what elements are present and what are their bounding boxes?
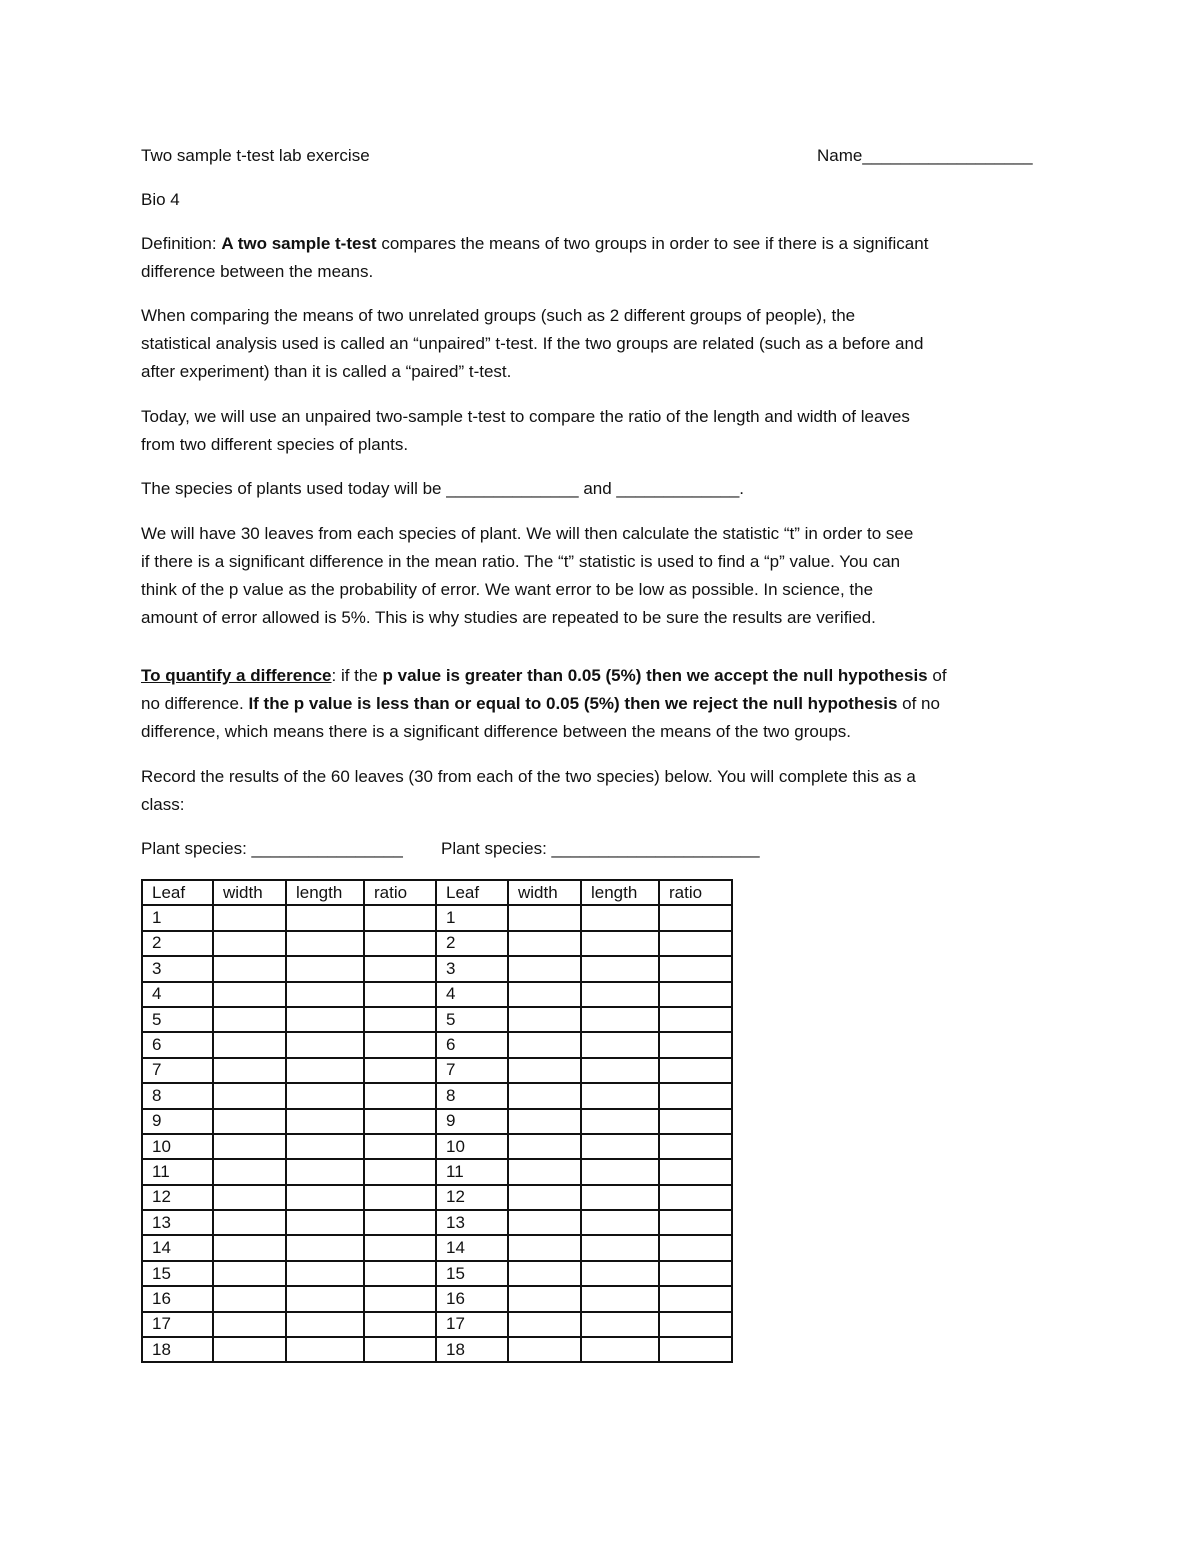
- quantify-text: of no: [897, 694, 940, 713]
- course-label: Bio 4: [141, 190, 180, 209]
- width-cell[interactable]: [508, 1083, 581, 1108]
- table-row: [142, 1032, 732, 1057]
- table-row: [142, 1083, 732, 1108]
- leaf-number-cell: 1: [142, 905, 213, 930]
- length-cell[interactable]: [581, 1109, 659, 1134]
- ratio-cell[interactable]: [364, 1058, 436, 1083]
- length-cell[interactable]: [286, 1159, 364, 1184]
- width-cell[interactable]: [213, 956, 286, 981]
- length-cell[interactable]: [286, 1185, 364, 1210]
- width-cell[interactable]: [508, 1185, 581, 1210]
- length-cell[interactable]: [581, 1337, 659, 1362]
- leaf-number-cell: 17: [436, 1312, 508, 1337]
- length-cell[interactable]: [286, 956, 364, 981]
- quantify-reject-rule: If the p value is less than or equal to 0.05 (5%) then we reject the null hypothesis: [248, 694, 898, 713]
- table-body: [142, 905, 732, 1362]
- leaf-number-cell: 9: [142, 1109, 213, 1134]
- column-header-width: width: [508, 880, 581, 905]
- quantify-text: difference, which means there is a significant difference between the means of the two groups.: [141, 722, 852, 741]
- leaf-data-table: [141, 879, 733, 1363]
- quantify-text: : if the: [331, 666, 383, 685]
- quantify-paragraph: [141, 662, 1056, 746]
- leaf-number-cell: 6: [436, 1032, 508, 1057]
- paragraph-line: Record the results of the 60 leaves (30 from each of the two species) below. You will complete this as a: [141, 767, 916, 786]
- quantify-heading: To quantify a difference: [141, 666, 332, 685]
- document-page: [141, 0, 1056, 1553]
- width-cell[interactable]: [508, 1032, 581, 1057]
- column-header-leaf: Leaf: [142, 880, 213, 905]
- width-cell[interactable]: [213, 1007, 286, 1032]
- table-row: [142, 1312, 732, 1337]
- plant-species-1-field: Plant species: ________________: [141, 839, 403, 858]
- leaf-number-cell: 5: [436, 1007, 508, 1032]
- length-cell[interactable]: [286, 1083, 364, 1108]
- ratio-cell[interactable]: [364, 1159, 436, 1184]
- leaf-number-cell: 12: [436, 1185, 508, 1210]
- paragraph-line: class:: [141, 795, 185, 814]
- ratio-cell[interactable]: [364, 1337, 436, 1362]
- width-cell[interactable]: [508, 1159, 581, 1184]
- width-cell[interactable]: [213, 1083, 286, 1108]
- ratio-cell[interactable]: [364, 1210, 436, 1235]
- ratio-cell[interactable]: [364, 1312, 436, 1337]
- definition-paragraph: [141, 230, 1056, 286]
- length-cell[interactable]: [286, 1286, 364, 1311]
- leaf-number-cell: 14: [436, 1235, 508, 1260]
- leaf-number-cell: 14: [142, 1235, 213, 1260]
- leaf-number-cell: 7: [142, 1058, 213, 1083]
- leaf-number-cell: 13: [436, 1210, 508, 1235]
- length-cell[interactable]: [581, 1261, 659, 1286]
- leaves-paragraph: [141, 520, 1056, 632]
- length-cell[interactable]: [581, 1159, 659, 1184]
- length-cell[interactable]: [581, 1185, 659, 1210]
- width-cell[interactable]: [508, 931, 581, 956]
- leaf-number-cell: 11: [142, 1159, 213, 1184]
- width-cell[interactable]: [213, 905, 286, 930]
- quantify-text: of: [927, 666, 947, 685]
- width-cell[interactable]: [213, 1134, 286, 1159]
- ratio-cell[interactable]: [659, 1286, 732, 1311]
- length-cell[interactable]: [581, 1210, 659, 1235]
- length-cell[interactable]: [581, 931, 659, 956]
- column-header-length: length: [581, 880, 659, 905]
- length-cell[interactable]: [286, 1134, 364, 1159]
- leaf-number-cell: 11: [436, 1159, 508, 1184]
- table-row: [142, 956, 732, 981]
- ratio-cell[interactable]: [659, 1083, 732, 1108]
- paragraph-line: after experiment) than it is called a “paired” t-test.: [141, 362, 512, 381]
- length-cell[interactable]: [581, 1134, 659, 1159]
- ratio-cell[interactable]: [659, 1109, 732, 1134]
- document-title: Two sample t-test lab exercise: [141, 146, 370, 165]
- leaf-number-cell: 15: [436, 1261, 508, 1286]
- ratio-cell[interactable]: [659, 1261, 732, 1286]
- paragraph-line: if there is a significant difference in the mean ratio. The “t” statistic is used to find a “p” value. You can: [141, 552, 901, 571]
- ratio-cell[interactable]: [659, 1134, 732, 1159]
- today-paragraph: [141, 403, 1056, 459]
- length-cell[interactable]: [286, 982, 364, 1007]
- paragraph-line: We will have 30 leaves from each species of plant. We will then calculate the statistic “t” in order to see: [141, 524, 914, 543]
- width-cell[interactable]: [213, 931, 286, 956]
- width-cell[interactable]: [213, 1210, 286, 1235]
- leaf-number-cell: 10: [436, 1134, 508, 1159]
- name-field: Name__________________: [817, 146, 1033, 165]
- definition-label: Definition:: [141, 234, 217, 253]
- paragraph-line: Today, we will use an unpaired two-sample t-test to compare the ratio of the length and width of leaves: [141, 407, 910, 426]
- width-cell[interactable]: [508, 982, 581, 1007]
- column-header-width: width: [213, 880, 286, 905]
- width-cell[interactable]: [508, 1337, 581, 1362]
- ratio-cell[interactable]: [659, 1058, 732, 1083]
- length-cell[interactable]: [286, 1312, 364, 1337]
- width-cell[interactable]: [508, 1235, 581, 1260]
- length-cell[interactable]: [286, 931, 364, 956]
- length-cell[interactable]: [581, 1312, 659, 1337]
- leaf-number-cell: 13: [142, 1210, 213, 1235]
- length-cell[interactable]: [286, 905, 364, 930]
- ratio-cell[interactable]: [659, 1235, 732, 1260]
- leaf-number-cell: 2: [436, 931, 508, 956]
- table-row: [142, 1337, 732, 1362]
- leaf-number-cell: 6: [142, 1032, 213, 1057]
- leaf-number-cell: 10: [142, 1134, 213, 1159]
- leaf-number-cell: 18: [142, 1337, 213, 1362]
- ratio-cell[interactable]: [364, 1007, 436, 1032]
- leaf-number-cell: 12: [142, 1185, 213, 1210]
- table-row: [142, 1007, 732, 1032]
- quantify-text: no difference.: [141, 694, 249, 713]
- leaf-number-cell: 15: [142, 1261, 213, 1286]
- unpaired-paragraph: [141, 302, 1056, 386]
- ratio-cell[interactable]: [364, 1286, 436, 1311]
- ratio-cell[interactable]: [364, 931, 436, 956]
- width-cell[interactable]: [508, 1134, 581, 1159]
- table-row: [142, 1109, 732, 1134]
- ratio-cell[interactable]: [364, 982, 436, 1007]
- paragraph-line: amount of error allowed is 5%. This is why studies are repeated to be sure the results are verified.: [141, 608, 876, 627]
- ratio-cell[interactable]: [364, 956, 436, 981]
- paragraph-line: When comparing the means of two unrelated groups (such as 2 different groups of people), the: [141, 306, 856, 325]
- record-paragraph: [141, 763, 1056, 819]
- ratio-cell[interactable]: [659, 1210, 732, 1235]
- width-cell[interactable]: [508, 1286, 581, 1311]
- length-cell[interactable]: [581, 1235, 659, 1260]
- width-cell[interactable]: [508, 1109, 581, 1134]
- paragraph-line: from two different species of plants.: [141, 435, 409, 454]
- length-cell[interactable]: [286, 1109, 364, 1134]
- leaf-number-cell: 5: [142, 1007, 213, 1032]
- leaf-number-cell: 3: [436, 956, 508, 981]
- width-cell[interactable]: [213, 1185, 286, 1210]
- length-cell[interactable]: [581, 982, 659, 1007]
- leaf-number-cell: 4: [142, 982, 213, 1007]
- width-cell[interactable]: [213, 1032, 286, 1057]
- width-cell[interactable]: [213, 1312, 286, 1337]
- width-cell[interactable]: [213, 1058, 286, 1083]
- length-cell[interactable]: [581, 956, 659, 981]
- leaf-number-cell: 3: [142, 956, 213, 981]
- length-cell[interactable]: [286, 1007, 364, 1032]
- width-cell[interactable]: [508, 1261, 581, 1286]
- width-cell[interactable]: [213, 1159, 286, 1184]
- leaf-number-cell: 8: [436, 1083, 508, 1108]
- ratio-cell[interactable]: [659, 1007, 732, 1032]
- width-cell[interactable]: [213, 982, 286, 1007]
- ratio-cell[interactable]: [659, 905, 732, 930]
- width-cell[interactable]: [213, 1109, 286, 1134]
- column-header-ratio: ratio: [364, 880, 436, 905]
- ratio-cell[interactable]: [659, 1032, 732, 1057]
- plant-species-2-field: Plant species: ______________________: [441, 839, 760, 858]
- leaf-number-cell: 17: [142, 1312, 213, 1337]
- length-cell[interactable]: [581, 1007, 659, 1032]
- leaf-number-cell: 4: [436, 982, 508, 1007]
- leaf-number-cell: 18: [436, 1337, 508, 1362]
- ratio-cell[interactable]: [364, 1109, 436, 1134]
- ratio-cell[interactable]: [659, 1337, 732, 1362]
- definition-text: compares the means of two groups in order to see if there is a significant: [381, 234, 929, 253]
- ratio-cell[interactable]: [364, 1235, 436, 1260]
- width-cell[interactable]: [508, 1007, 581, 1032]
- leaf-number-cell: 2: [142, 931, 213, 956]
- width-cell[interactable]: [508, 905, 581, 930]
- width-cell[interactable]: [508, 1312, 581, 1337]
- leaf-number-cell: 1: [436, 905, 508, 930]
- length-cell[interactable]: [581, 1032, 659, 1057]
- table-row: [142, 982, 732, 1007]
- length-cell[interactable]: [581, 1058, 659, 1083]
- ratio-cell[interactable]: [659, 1312, 732, 1337]
- ratio-cell[interactable]: [659, 982, 732, 1007]
- column-header-leaf: Leaf: [436, 880, 508, 905]
- definition-text-line2: difference between the means.: [141, 262, 374, 281]
- column-header-length: length: [286, 880, 364, 905]
- table-row: [142, 1261, 732, 1286]
- species-used-line: The species of plants used today will be ______________ and _____________.: [141, 479, 745, 498]
- width-cell[interactable]: [508, 1058, 581, 1083]
- table-row: [142, 1134, 732, 1159]
- table-row: [142, 1058, 732, 1083]
- table-row: [142, 1159, 732, 1184]
- table-row: [142, 1185, 732, 1210]
- width-cell[interactable]: [508, 956, 581, 981]
- table-row: [142, 905, 732, 930]
- leaf-number-cell: 7: [436, 1058, 508, 1083]
- length-cell[interactable]: [581, 1286, 659, 1311]
- paragraph-line: think of the p value as the probability of error. We want error to be low as possible. In science, the: [141, 580, 874, 599]
- width-cell[interactable]: [213, 1261, 286, 1286]
- width-cell[interactable]: [213, 1337, 286, 1362]
- table-row: [142, 1286, 732, 1311]
- quantify-accept-rule: p value is greater than 0.05 (5%) then we accept the null hypothesis: [382, 666, 928, 685]
- table-header-row: [142, 880, 732, 905]
- leaf-number-cell: 9: [436, 1109, 508, 1134]
- leaf-number-cell: 16: [142, 1286, 213, 1311]
- ratio-cell[interactable]: [364, 1083, 436, 1108]
- ratio-cell[interactable]: [364, 1185, 436, 1210]
- length-cell[interactable]: [286, 1210, 364, 1235]
- length-cell[interactable]: [286, 1032, 364, 1057]
- length-cell[interactable]: [286, 1235, 364, 1260]
- ratio-cell[interactable]: [659, 1185, 732, 1210]
- column-header-ratio: ratio: [659, 880, 732, 905]
- ratio-cell[interactable]: [659, 956, 732, 981]
- table-row: [142, 1210, 732, 1235]
- ratio-cell[interactable]: [364, 905, 436, 930]
- length-cell[interactable]: [581, 905, 659, 930]
- table-row: [142, 1235, 732, 1260]
- ratio-cell[interactable]: [364, 1134, 436, 1159]
- width-cell[interactable]: [213, 1235, 286, 1260]
- table-row: [142, 931, 732, 956]
- length-cell[interactable]: [286, 1337, 364, 1362]
- width-cell[interactable]: [508, 1210, 581, 1235]
- ratio-cell[interactable]: [364, 1032, 436, 1057]
- definition-term: A two sample t-test: [221, 234, 377, 253]
- ratio-cell[interactable]: [659, 931, 732, 956]
- length-cell[interactable]: [286, 1058, 364, 1083]
- width-cell[interactable]: [213, 1286, 286, 1311]
- leaf-number-cell: 16: [436, 1286, 508, 1311]
- ratio-cell[interactable]: [364, 1261, 436, 1286]
- length-cell[interactable]: [581, 1083, 659, 1108]
- ratio-cell[interactable]: [659, 1159, 732, 1184]
- paragraph-line: statistical analysis used is called an “unpaired” t-test. If the two groups are related (such as a before and: [141, 334, 924, 353]
- length-cell[interactable]: [286, 1261, 364, 1286]
- leaf-number-cell: 8: [142, 1083, 213, 1108]
